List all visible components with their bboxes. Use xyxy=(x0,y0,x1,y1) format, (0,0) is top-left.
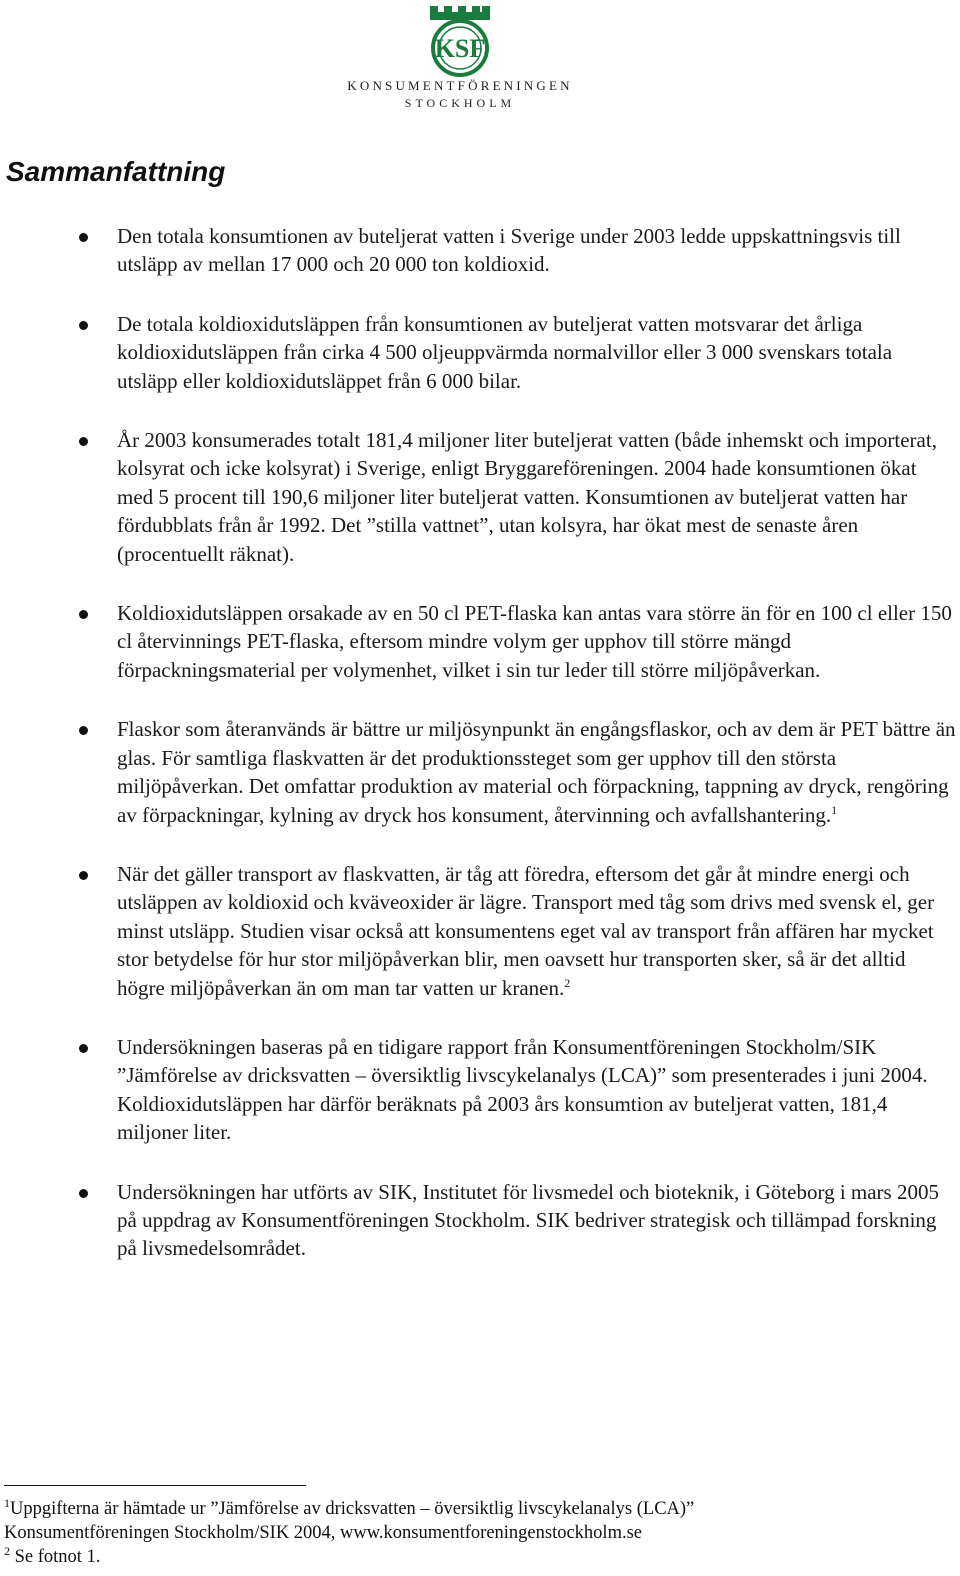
ksf-emblem xyxy=(340,4,580,78)
list-item xyxy=(0,715,960,829)
list-item-text: Undersökningen baseras på en tidigare rapport från Konsumentföreningen Stockholm/SIK ”Jämförelse av dricksvatten – översiktlig livscykelanalys (LCA)” som presenterades i juni 2004. Koldioxidutsläppen har därför beräknats på 2003 års konsumtion av buteljerat vatten, 181,4 miljoner liter. xyxy=(117,1034,928,1145)
list-item-text: Koldioxidutsläppen orsakade av en 50 cl PET-flaska kan antas vara större än för en 100 cl eller 150 cl återvinnings PET-flaska, eftersom mindre volym ger upphov till större mängd förpackningsmaterial per volymenhet, vilket i sin tur leder till större miljöpåverkan. xyxy=(117,601,952,682)
list-item xyxy=(0,599,960,684)
bullet-icon xyxy=(79,871,88,880)
logo xyxy=(340,4,580,108)
footnote-mark: 1 xyxy=(4,1495,10,1510)
bullet-icon xyxy=(79,1044,88,1053)
logo-wordmark-line1: KONSUMENTFÖRENINGEN xyxy=(347,78,573,93)
bullet-icon xyxy=(79,321,88,330)
page-title: Sammanfattning xyxy=(6,156,226,187)
list-item-text: Flaskor som återanvänds är bättre ur miljösynpunkt än engångsflaskor, och av dem är PET bättre än glas. För samtliga flaskvatten är det produktionssteget som ger upphov till den största miljöpåverkan. Det omfattar produktion av material och förpackning, tappning av dryck, rengöring av förpackningar, kylning av dryck hos konsument, återvinning och avfallshantering.$^1$ xyxy=(117,717,956,827)
bullet-icon xyxy=(79,726,88,735)
list-item-text: När det gäller transport av flaskvatten, är tåg att föredra, eftersom det går åt mindre energi och utsläppen av koldioxid och kväveoxider är lägre. Transport med tåg som drivs med svensk el, ger minst utsläpp. Studien visar också att konsumentens eget val av transport från affären har mycket stor betydelse för hur stor miljöpåverkan blir, men oavsett hur transporten sker, så är det alltid högre miljöpåverkan än om man tar vatten ur kranen.$^2$ xyxy=(117,861,935,1000)
list-item xyxy=(0,426,960,568)
bullet-icon xyxy=(79,437,88,446)
list-item-text: År 2003 konsumerades totalt 181,4 miljoner liter buteljerat vatten (både inhemskt och importerat, kolsyrat och icke kolsyrat) i Sverige, enligt Bryggareföreningen. 2004 hade konsumtionen ökat med 5 procent till 190,6 miljoner liter buteljerat vatten. Konsumtionen av buteljerat vatten har fördubblats från år 1992. Det ”stilla vattnet”, utan kolsyra, har ökat mest de senaste åren (procentuellt räknat). xyxy=(117,428,937,566)
footnote-reference[interactable]: 1 xyxy=(831,802,838,817)
footnote-2 xyxy=(4,1545,954,1569)
list-item xyxy=(0,1033,960,1147)
summary-list xyxy=(0,222,960,1294)
list-item-text: De totala koldioxidutsläppen från konsumtionen av buteljerat vatten motsvarar det årliga koldioxidutsläppen från cirka 4 500 oljeuppvärmda normalvillor eller 3 000 svenskars totala utsläpp eller koldioxidutsläppet från 6 000 bilar. xyxy=(117,311,893,393)
footnote-source-link[interactable]: Konsumentföreningen Stockholm/SIK 2004, www.konsumentforeningenstockholm.se xyxy=(4,1523,642,1543)
footnote-1 xyxy=(4,1497,954,1521)
footnote-text: Se fotnot 1. xyxy=(14,1547,101,1567)
logo-monogram: KSF xyxy=(434,34,486,63)
footnotes xyxy=(4,1497,954,1569)
footnote-separator xyxy=(4,1485,306,1486)
logo-wordmark-line2: STOCKHOLM xyxy=(404,96,516,110)
list-item-text: Den totala konsumtionen av buteljerat vatten i Sverige under 2003 ledde uppskattningsvis till utsläpp av mellan 17 000 och 20 000 ton koldioxid. xyxy=(117,224,901,277)
list-item xyxy=(0,222,960,279)
list-item xyxy=(0,310,960,395)
list-item xyxy=(0,860,960,1002)
list-item xyxy=(0,1178,960,1263)
bullet-icon xyxy=(79,233,88,242)
bullet-icon xyxy=(79,610,88,619)
footnote-text: Uppgifterna är hämtade ur ”Jämförelse av dricksvatten – översiktlig livscykelanalys (LCA)” xyxy=(10,1499,695,1519)
footnote-reference[interactable]: 2 xyxy=(564,975,571,990)
bullet-icon xyxy=(79,1189,88,1198)
footnote-1-continued xyxy=(4,1521,954,1545)
footnote-mark: 2 xyxy=(4,1543,10,1558)
list-item-text: Undersökningen har utförts av SIK, Institutet för livsmedel och bioteknik, i Göteborg i mars 2005 på uppdrag av Konsumentföreningen Stockholm. SIK bedriver strategisk och tillämpad forskning på livsmedelsområdet. xyxy=(117,1179,939,1261)
